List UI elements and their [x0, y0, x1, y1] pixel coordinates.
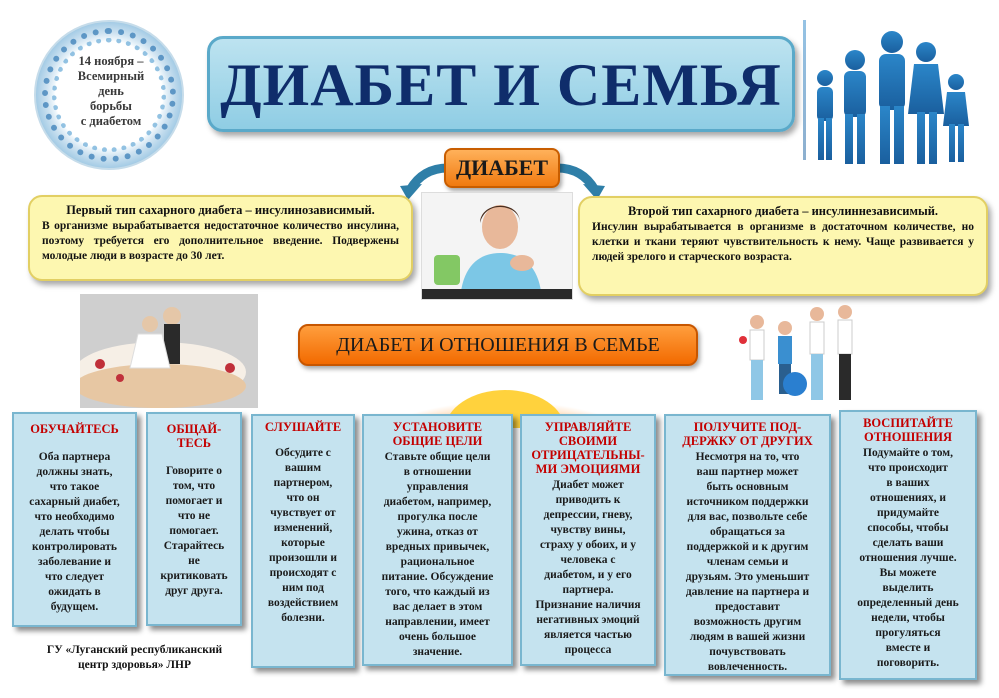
- title-banner: [207, 36, 795, 132]
- wedding-cake-photo: [80, 294, 258, 408]
- card-body: Оба партнера должны знать, что такое сахарный диабет, что необходимо делать чтобы контролировать заболевание и что следует ожидать в будущем.: [29, 451, 120, 613]
- card-title: ОБЩАЙ- ТЕСЬ: [166, 422, 222, 450]
- active-family-photo: [737, 300, 867, 410]
- card-body: Ставьте общие цели в отношении управления диабетом, например, прогулка после ужина, отказ от вредных привычек, рациональное питание. Обсуждение того, что каждый из вас делает в этом направлении, имеет очень большое значение.: [381, 451, 494, 658]
- advice-card-support: [664, 414, 831, 676]
- badge-text: 14 ноября – Всемирный день борьбы с диабетом: [77, 54, 145, 128]
- advice-card-goals: [362, 414, 513, 666]
- world-diabetes-day-badge: [34, 20, 184, 170]
- type2-body: Инсулин вырабатывается в организме в достаточном количестве, но клетки и ткани теряют чувствительность к нему. Чаще развивается у людей зрелого и старческого возраста.: [592, 221, 974, 263]
- card-title: ОБУЧАЙТЕСЬ: [30, 422, 119, 436]
- type1-title: Первый тип сахарного диабета – инсулинозависимый.: [66, 203, 375, 217]
- type1-body: В организме вырабатывается недостаточное количество инсулина, поэтому требуется его дополнительное введение. Подвержены молодые люди в возрасте до 30 лет.: [42, 220, 399, 262]
- diabet-label: ДИАБЕТ: [444, 148, 560, 188]
- type1-diabetes-box: [28, 195, 413, 281]
- woman-glucose-test-photo: [421, 192, 573, 300]
- card-body: Обсудите с вашим партнером, что он чувствует от изменений, которые произошли и происходят с ним под воздействием болезни.: [267, 447, 339, 624]
- relations-label: ДИАБЕТ И ОТНОШЕНИЯ В СЕМЬЕ: [298, 324, 698, 366]
- advice-card-emotions: [520, 414, 656, 666]
- card-body: Говорите о том, что помогает и что не помогает. Старайтесь не критиковать друг друга.: [160, 465, 228, 597]
- page-title: ДИАБЕТ И СЕМЬЯ: [220, 52, 782, 118]
- card-title: УПРАВЛЯЙТЕ СВОИМИ ОТРИЦАТЕЛЬНЫ- МИ ЭМОЦИЯМИ: [531, 420, 645, 476]
- advice-card-communicate: [146, 412, 242, 626]
- family-silhouette-icon: [800, 18, 980, 168]
- card-title: СЛУШАЙТЕ: [264, 420, 342, 434]
- card-title: ПОЛУЧИТЕ ПОД- ДЕРЖКУ ОТ ДРУГИХ: [682, 420, 813, 448]
- advice-card-relationships: [839, 410, 977, 680]
- card-title: ВОСПИТАЙТЕ ОТНОШЕНИЯ: [863, 416, 953, 444]
- card-title: УСТАНОВИТЕ ОБЩИЕ ЦЕЛИ: [392, 420, 483, 448]
- organization-footer: ГУ «Луганский республиканский центр здоровья» ЛНР: [46, 644, 223, 671]
- card-body: Подумайте о том, что происходит в ваших отношениях, и придумайте способы, чтобы сделать ваши отношения лучше. Вы можете выделить определенный день недели, чтобы прогуляться вместе и поговорить.: [857, 447, 959, 669]
- advice-card-listen: [251, 414, 355, 668]
- type2-diabetes-box: [578, 196, 988, 296]
- card-body: Диабет может приводить к депрессии, гневу, чувству вины, страху у обоих, и у человека с диабетом, и у его партнера. Признание наличия негативных эмоций является частью процесса: [535, 479, 641, 656]
- card-body: Несмотря на то, что ваш партнер может быть основным источником поддержки для вас, позвольте себе обращаться за поддержкой и к другим членам семьи и друзьям. Это уменьшит давление на партнера и предоставит возможность другим людям в вашей жизни почувствовать вовлеченность.: [685, 451, 810, 673]
- advice-card-learn: [12, 412, 137, 627]
- type2-title: Второй тип сахарного диабета – инсулиннезависимый.: [627, 204, 939, 218]
